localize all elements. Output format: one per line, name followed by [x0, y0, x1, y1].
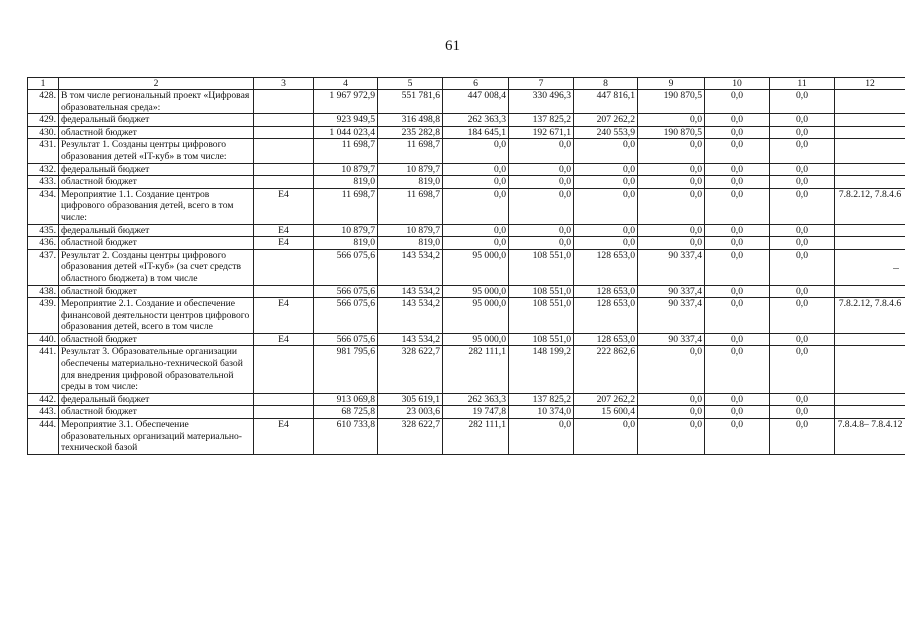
- col8-value-cell: 0,0: [574, 419, 638, 455]
- page-number: 61: [445, 38, 460, 54]
- col9-value-cell: 0,0: [638, 419, 705, 455]
- row-reference-cell: [835, 393, 905, 406]
- col5-value-cell: 819,0: [378, 176, 443, 189]
- col7-value-cell: 0,0: [509, 237, 574, 250]
- col6-value-cell: 19 747,8: [443, 406, 509, 419]
- table-row: [28, 285, 905, 298]
- table-row: [28, 176, 905, 189]
- col10-value-cell: 0,0: [705, 285, 770, 298]
- col9-value-cell: 0,0: [638, 188, 705, 224]
- col9-value-cell: 0,0: [638, 224, 705, 237]
- row-reference-cell: 7.8.4.8– 7.8.4.12: [835, 419, 905, 455]
- row-name-cell: областной бюджет: [59, 126, 254, 139]
- col6-value-cell: 184 645,1: [443, 126, 509, 139]
- table-row: [28, 114, 905, 127]
- row-name-cell: Результат 1. Созданы центры цифрового образования детей «IT-куб» в том числе:: [59, 139, 254, 163]
- col10-value-cell: 0,0: [705, 419, 770, 455]
- row-name-cell: областной бюджет: [59, 237, 254, 250]
- col9-value-cell: 90 337,4: [638, 249, 705, 285]
- col4-value-cell: 566 075,6: [314, 333, 378, 346]
- table-row: [28, 126, 905, 139]
- col11-value-cell: 0,0: [770, 163, 835, 176]
- col10-value-cell: 0,0: [705, 90, 770, 114]
- col4-value-cell: 819,0: [314, 237, 378, 250]
- row-number-cell: 432.: [28, 163, 59, 176]
- col8-value-cell: 0,0: [574, 176, 638, 189]
- col8-value-cell: 447 816,1: [574, 90, 638, 114]
- col4-value-cell: 11 698,7: [314, 188, 378, 224]
- col4-value-cell: 913 069,8: [314, 393, 378, 406]
- col4-value-cell: 819,0: [314, 176, 378, 189]
- row-reference-cell: [835, 285, 905, 298]
- col10-value-cell: 0,0: [705, 188, 770, 224]
- col6-value-cell: 0,0: [443, 237, 509, 250]
- col6-value-cell: 95 000,0: [443, 333, 509, 346]
- table-body: [28, 90, 905, 455]
- row-code-cell: Е4: [254, 298, 314, 334]
- row-code-cell: [254, 346, 314, 393]
- col9-value-cell: 190 870,5: [638, 90, 705, 114]
- col11-value-cell: 0,0: [770, 298, 835, 334]
- col11-value-cell: 0,0: [770, 139, 835, 163]
- row-reference-cell: 7.8.2.12, 7.8.4.6: [835, 298, 905, 334]
- row-code-cell: [254, 139, 314, 163]
- column-header-4: 4: [314, 78, 378, 90]
- col7-value-cell: 108 551,0: [509, 285, 574, 298]
- col8-value-cell: 0,0: [574, 188, 638, 224]
- col10-value-cell: 0,0: [705, 249, 770, 285]
- table-row: [28, 333, 905, 346]
- table-row: [28, 163, 905, 176]
- col11-value-cell: 0,0: [770, 346, 835, 393]
- col8-value-cell: 128 653,0: [574, 333, 638, 346]
- row-code-cell: [254, 393, 314, 406]
- table-row: [28, 90, 905, 114]
- col10-value-cell: 0,0: [705, 163, 770, 176]
- col5-value-cell: 305 619,1: [378, 393, 443, 406]
- col9-value-cell: 0,0: [638, 163, 705, 176]
- row-reference-cell: [835, 114, 905, 127]
- row-name-cell: областной бюджет: [59, 333, 254, 346]
- col8-value-cell: 0,0: [574, 237, 638, 250]
- col10-value-cell: 0,0: [705, 114, 770, 127]
- col8-value-cell: 128 653,0: [574, 298, 638, 334]
- col6-value-cell: 282 111,1: [443, 419, 509, 455]
- column-header-7: 7: [509, 78, 574, 90]
- col6-value-cell: 0,0: [443, 163, 509, 176]
- col6-value-cell: 95 000,0: [443, 298, 509, 334]
- row-number-cell: 440.: [28, 333, 59, 346]
- row-code-cell: Е4: [254, 419, 314, 455]
- col5-value-cell: 235 282,8: [378, 126, 443, 139]
- col6-value-cell: 262 363,3: [443, 393, 509, 406]
- col4-value-cell: 1 967 972,9: [314, 90, 378, 114]
- col9-value-cell: 190 870,5: [638, 126, 705, 139]
- row-name-cell: Результат 3. Образовательные организации обеспечены материально-технической базой для внедрения цифровой образовательной среды в том числе:: [59, 346, 254, 393]
- col4-value-cell: 566 075,6: [314, 249, 378, 285]
- row-code-cell: [254, 90, 314, 114]
- col4-value-cell: 1 044 023,4: [314, 126, 378, 139]
- col7-value-cell: 108 551,0: [509, 298, 574, 334]
- column-header-10: 10: [705, 78, 770, 90]
- col6-value-cell: 95 000,0: [443, 249, 509, 285]
- col8-value-cell: 15 600,4: [574, 406, 638, 419]
- col5-value-cell: 143 534,2: [378, 249, 443, 285]
- col11-value-cell: 0,0: [770, 90, 835, 114]
- col10-value-cell: 0,0: [705, 224, 770, 237]
- row-code-cell: [254, 406, 314, 419]
- col10-value-cell: 0,0: [705, 406, 770, 419]
- col9-value-cell: 0,0: [638, 346, 705, 393]
- row-code-cell: Е4: [254, 188, 314, 224]
- col4-value-cell: 68 725,8: [314, 406, 378, 419]
- row-code-cell: [254, 285, 314, 298]
- table-row: [28, 406, 905, 419]
- header-row: [28, 78, 905, 90]
- budget-table: [27, 77, 905, 455]
- col7-value-cell: 330 496,3: [509, 90, 574, 114]
- col7-value-cell: 108 551,0: [509, 333, 574, 346]
- row-code-cell: [254, 176, 314, 189]
- column-header-5: 5: [378, 78, 443, 90]
- row-number-cell: 444.: [28, 419, 59, 455]
- col7-value-cell: 148 199,2: [509, 346, 574, 393]
- col8-value-cell: 207 262,2: [574, 114, 638, 127]
- col10-value-cell: 0,0: [705, 237, 770, 250]
- row-name-cell: Мероприятие 3.1. Обеспечение образовательных организаций материально-технической базой: [59, 419, 254, 455]
- col7-value-cell: 0,0: [509, 139, 574, 163]
- col9-value-cell: 0,0: [638, 139, 705, 163]
- col11-value-cell: 0,0: [770, 419, 835, 455]
- col8-value-cell: 0,0: [574, 224, 638, 237]
- table-row: [28, 188, 905, 224]
- col10-value-cell: 0,0: [705, 346, 770, 393]
- row-name-cell: Мероприятие 1.1. Создание центров цифрового образования детей, всего в том числе:: [59, 188, 254, 224]
- col9-value-cell: 0,0: [638, 393, 705, 406]
- column-header-9: 9: [638, 78, 705, 90]
- col5-value-cell: 10 879,7: [378, 224, 443, 237]
- col7-value-cell: 192 671,1: [509, 126, 574, 139]
- row-name-cell: федеральный бюджет: [59, 224, 254, 237]
- row-reference-cell: [835, 333, 905, 346]
- col10-value-cell: 0,0: [705, 333, 770, 346]
- row-number-cell: 433.: [28, 176, 59, 189]
- row-number-cell: 430.: [28, 126, 59, 139]
- row-name-cell: федеральный бюджет: [59, 163, 254, 176]
- row-reference-cell: [835, 163, 905, 176]
- table-row: [28, 224, 905, 237]
- col4-value-cell: 10 879,7: [314, 163, 378, 176]
- row-reference-cell: [835, 237, 905, 250]
- row-name-cell: В том числе региональный проект «Цифровая образовательная среда»:: [59, 90, 254, 114]
- col6-value-cell: 282 111,1: [443, 346, 509, 393]
- margin-mark: [893, 268, 899, 269]
- row-reference-cell: [835, 406, 905, 419]
- col6-value-cell: 95 000,0: [443, 285, 509, 298]
- col5-value-cell: 328 622,7: [378, 346, 443, 393]
- col7-value-cell: 0,0: [509, 419, 574, 455]
- column-header-12: 12: [835, 78, 905, 90]
- table-row: [28, 237, 905, 250]
- column-header-2: 2: [59, 78, 254, 90]
- row-number-cell: 435.: [28, 224, 59, 237]
- row-name-cell: областной бюджет: [59, 406, 254, 419]
- col8-value-cell: 0,0: [574, 139, 638, 163]
- column-header-1: 1: [28, 78, 59, 90]
- row-reference-cell: [835, 90, 905, 114]
- col9-value-cell: 90 337,4: [638, 285, 705, 298]
- row-number-cell: 443.: [28, 406, 59, 419]
- row-reference-cell: [835, 346, 905, 393]
- row-reference-cell: [835, 139, 905, 163]
- col11-value-cell: 0,0: [770, 188, 835, 224]
- row-number-cell: 431.: [28, 139, 59, 163]
- col7-value-cell: 0,0: [509, 188, 574, 224]
- table-row: [28, 298, 905, 334]
- col5-value-cell: 143 534,2: [378, 298, 443, 334]
- col11-value-cell: 0,0: [770, 114, 835, 127]
- col4-value-cell: 610 733,8: [314, 419, 378, 455]
- col5-value-cell: 11 698,7: [378, 139, 443, 163]
- col7-value-cell: 0,0: [509, 176, 574, 189]
- row-reference-cell: 7.8.2.12, 7.8.4.6: [835, 188, 905, 224]
- col9-value-cell: 0,0: [638, 237, 705, 250]
- column-header-6: 6: [443, 78, 509, 90]
- table-row: [28, 393, 905, 406]
- table-row: [28, 249, 905, 285]
- row-number-cell: 442.: [28, 393, 59, 406]
- col10-value-cell: 0,0: [705, 139, 770, 163]
- col7-value-cell: 0,0: [509, 224, 574, 237]
- column-header-8: 8: [574, 78, 638, 90]
- row-number-cell: 439.: [28, 298, 59, 334]
- col7-value-cell: 108 551,0: [509, 249, 574, 285]
- col11-value-cell: 0,0: [770, 393, 835, 406]
- col6-value-cell: 0,0: [443, 188, 509, 224]
- row-number-cell: 434.: [28, 188, 59, 224]
- row-number-cell: 437.: [28, 249, 59, 285]
- col11-value-cell: 0,0: [770, 224, 835, 237]
- col6-value-cell: 447 008,4: [443, 90, 509, 114]
- table-row: [28, 139, 905, 163]
- col10-value-cell: 0,0: [705, 298, 770, 334]
- col7-value-cell: 0,0: [509, 163, 574, 176]
- col5-value-cell: 11 698,7: [378, 188, 443, 224]
- col5-value-cell: 316 498,8: [378, 114, 443, 127]
- col6-value-cell: 0,0: [443, 224, 509, 237]
- row-number-cell: 428.: [28, 90, 59, 114]
- col7-value-cell: 137 825,2: [509, 114, 574, 127]
- col6-value-cell: 0,0: [443, 176, 509, 189]
- col4-value-cell: 981 795,6: [314, 346, 378, 393]
- col11-value-cell: 0,0: [770, 249, 835, 285]
- row-name-cell: Мероприятие 2.1. Создание и обеспечение финансовой деятельности центров цифрового образования детей, всего в том числе: [59, 298, 254, 334]
- col5-value-cell: 10 879,7: [378, 163, 443, 176]
- col11-value-cell: 0,0: [770, 333, 835, 346]
- row-number-cell: 429.: [28, 114, 59, 127]
- col5-value-cell: 819,0: [378, 237, 443, 250]
- col11-value-cell: 0,0: [770, 406, 835, 419]
- row-code-cell: [254, 163, 314, 176]
- row-code-cell: Е4: [254, 224, 314, 237]
- table-row: [28, 419, 905, 455]
- col4-value-cell: 566 075,6: [314, 298, 378, 334]
- col4-value-cell: 566 075,6: [314, 285, 378, 298]
- col10-value-cell: 0,0: [705, 126, 770, 139]
- row-code-cell: Е4: [254, 333, 314, 346]
- col8-value-cell: 240 553,9: [574, 126, 638, 139]
- col7-value-cell: 137 825,2: [509, 393, 574, 406]
- row-number-cell: 438.: [28, 285, 59, 298]
- col9-value-cell: 0,0: [638, 406, 705, 419]
- column-header-11: 11: [770, 78, 835, 90]
- row-name-cell: федеральный бюджет: [59, 114, 254, 127]
- col10-value-cell: 0,0: [705, 393, 770, 406]
- col8-value-cell: 222 862,6: [574, 346, 638, 393]
- col9-value-cell: 0,0: [638, 114, 705, 127]
- row-name-cell: областной бюджет: [59, 285, 254, 298]
- col8-value-cell: 128 653,0: [574, 285, 638, 298]
- row-code-cell: Е4: [254, 237, 314, 250]
- row-number-cell: 441.: [28, 346, 59, 393]
- table-row: [28, 346, 905, 393]
- row-name-cell: федеральный бюджет: [59, 393, 254, 406]
- col5-value-cell: 143 534,2: [378, 285, 443, 298]
- col7-value-cell: 10 374,0: [509, 406, 574, 419]
- row-code-cell: [254, 249, 314, 285]
- row-reference-cell: [835, 176, 905, 189]
- col4-value-cell: 10 879,7: [314, 224, 378, 237]
- col8-value-cell: 0,0: [574, 163, 638, 176]
- row-name-cell: Результат 2. Созданы центры цифрового образования детей «IT-куб» (за счет средств областного бюджета) в том числе: [59, 249, 254, 285]
- col11-value-cell: 0,0: [770, 176, 835, 189]
- row-reference-cell: [835, 126, 905, 139]
- col11-value-cell: 0,0: [770, 285, 835, 298]
- col5-value-cell: 328 622,7: [378, 419, 443, 455]
- col11-value-cell: 0,0: [770, 237, 835, 250]
- col8-value-cell: 128 653,0: [574, 249, 638, 285]
- col4-value-cell: 923 949,5: [314, 114, 378, 127]
- row-reference-cell: [835, 224, 905, 237]
- row-code-cell: [254, 114, 314, 127]
- row-code-cell: [254, 126, 314, 139]
- col5-value-cell: 143 534,2: [378, 333, 443, 346]
- col9-value-cell: 90 337,4: [638, 298, 705, 334]
- col4-value-cell: 11 698,7: [314, 139, 378, 163]
- col6-value-cell: 262 363,3: [443, 114, 509, 127]
- row-number-cell: 436.: [28, 237, 59, 250]
- col6-value-cell: 0,0: [443, 139, 509, 163]
- row-name-cell: областной бюджет: [59, 176, 254, 189]
- col5-value-cell: 551 781,6: [378, 90, 443, 114]
- col11-value-cell: 0,0: [770, 126, 835, 139]
- col9-value-cell: 90 337,4: [638, 333, 705, 346]
- col5-value-cell: 23 003,6: [378, 406, 443, 419]
- col8-value-cell: 207 262,2: [574, 393, 638, 406]
- col10-value-cell: 0,0: [705, 176, 770, 189]
- col9-value-cell: 0,0: [638, 176, 705, 189]
- column-header-3: 3: [254, 78, 314, 90]
